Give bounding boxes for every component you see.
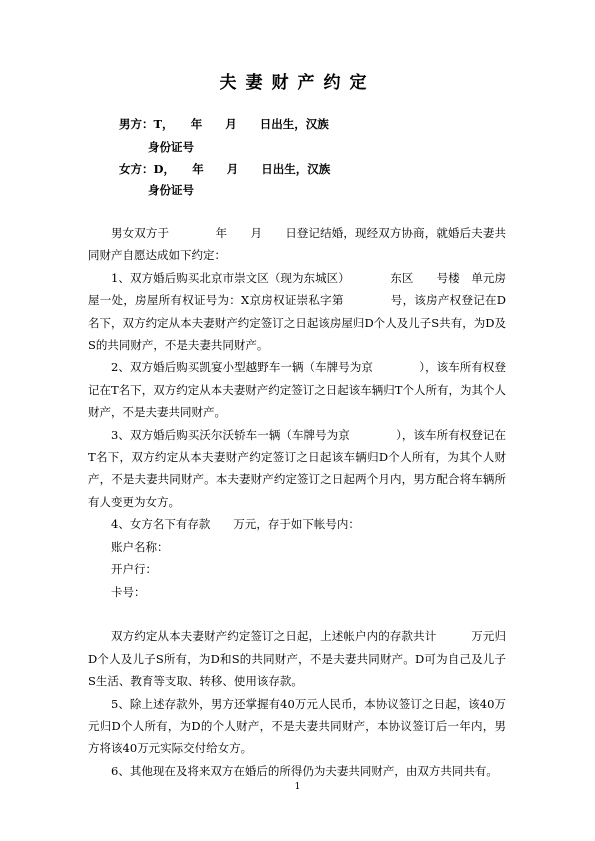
- intro-paragraph: 男女双方于 年 月 日登记结婚，现经双方协商，就婚后夫妻共同财产自愿达成如下约定：: [88, 226, 506, 263]
- account-name-label: 账户名称：: [111, 539, 169, 554]
- clause-4-deposit: 4、女方名下有存款 万元，存于如下帐号内：: [111, 517, 360, 532]
- clause-6-other: 6、其他现在及将来双方在婚后的所得仍为夫妻共同财产，由双方共同共有。: [111, 763, 498, 778]
- bank-label: 开户行：: [111, 562, 157, 577]
- deposit-agreement: 双方约定从本夫妻财产约定签订之日起，上述帐户内的存款共计 万元归D个人及儿子S所有，为D和S的共同财产，不是夫妻共同财产。D可为自己及儿子S生活、教育等支取、转移、使用该存款。: [88, 629, 506, 689]
- clause-3-sedan: 3、双方婚后购买沃尔沃轿车一辆（车牌号为京 ），该车所有权登记在T名下，双方约定从本夫妻财产约定签订之日起该车辆归D个人所有，为其个人财产，不是夫妻共同财产。本夫妻财产约定签订之日起两个月内，男方配合将车辆所有人变更为女方。: [88, 427, 506, 509]
- wife-info: 女方：D， 年 月 日出生，汉族: [119, 162, 331, 176]
- blank-line: [88, 603, 506, 625]
- wife-id-label: 身份证号: [148, 183, 194, 197]
- clause-2-suv: 2、双方婚后购买凯宴小型越野车一辆（车牌号为京 ），该车所有权登记在T名下，双方约定从本夫妻财产约定签订之日起该车辆归T个人所有，为其个人财产，不是夫妻共同财产。: [88, 360, 506, 420]
- husband-id-label: 身份证号: [148, 140, 194, 154]
- card-number-label: 卡号：: [111, 584, 146, 599]
- page-number: 1: [294, 782, 301, 792]
- husband-info: 男方：T， 年 月 日出生，汉族: [119, 117, 329, 131]
- clause-1-house: 1、双方婚后购买北京市崇文区（现为东城区） 东区 号楼 单元房屋一处，房屋所有权证号为：X京房权证崇私字第 号，该房产权登记在D名下，双方约定从本夫妻财产约定签订之日起该房屋归D个人及儿子S共有，为D及S的共同财产，不是夫妻共同财产。: [88, 270, 506, 353]
- document-title: 夫妻财产约定: [219, 73, 376, 93]
- clause-5-cash: 5、除上述存款外，男方还掌握有40万元人民币，本协议签订之日起，该40万元归D个人所有，为D的个人财产，不是夫妻共同财产，本协议签订后一年内，男方将该40万元实际交付给女方。: [88, 696, 506, 756]
- agreement-body: [88, 222, 506, 782]
